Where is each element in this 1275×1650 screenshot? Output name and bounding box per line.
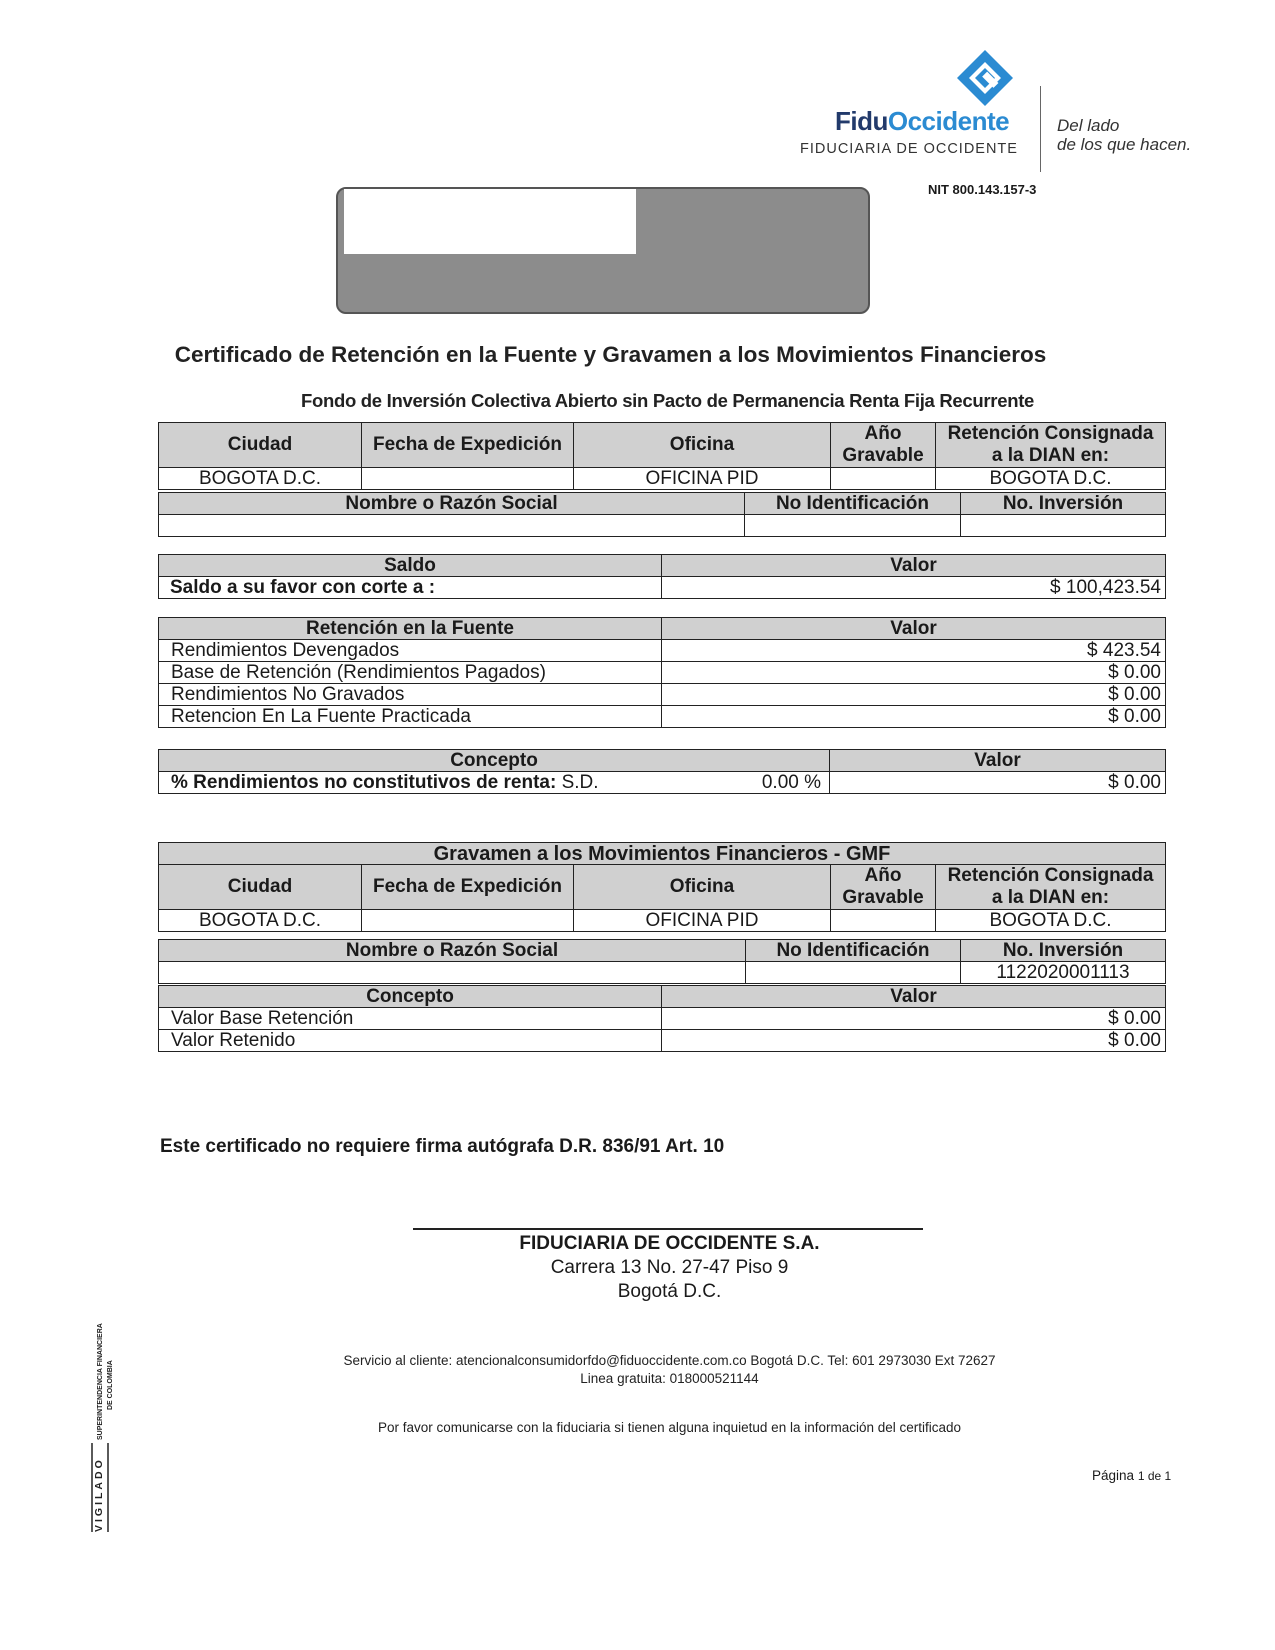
row-label: Valor Base Retención <box>159 1008 662 1030</box>
header-nombre: Nombre o Razón Social <box>159 940 746 962</box>
signature-line <box>413 1228 923 1230</box>
info-table <box>158 422 1166 490</box>
header-valor: Valor <box>662 618 1166 640</box>
row-value: $ 423.54 <box>662 640 1166 662</box>
header-saldo: Saldo <box>159 555 662 577</box>
header-identificacion: No Identificación <box>746 940 961 962</box>
value-retencion-dian: BOGOTA D.C. <box>936 910 1166 932</box>
vigilado-line2: DE COLOMBIA <box>107 1360 114 1410</box>
fiduoccidente-logo-icon <box>955 48 1015 108</box>
value-ano <box>831 910 936 932</box>
saldo-table <box>158 554 1166 599</box>
header-valor: Valor <box>662 555 1166 577</box>
header-ciudad: Ciudad <box>159 865 362 910</box>
value-identificacion <box>746 962 961 984</box>
toll-free-line: Linea gratuita: 018000521144 <box>580 1371 759 1386</box>
header-inversion: No. Inversión <box>961 940 1166 962</box>
brand-name: FiduOccidente <box>835 106 1010 136</box>
value-ciudad: BOGOTA D.C. <box>159 910 362 932</box>
value-oficina: OFICINA PID <box>574 910 831 932</box>
row-value: $ 0.00 <box>662 684 1166 706</box>
customer-service: Servicio al cliente: atencionalconsumidorfdo@fiduoccidente.com.co Bogotá D.C. Tel: 601 2973030 Ext 72627 <box>343 1353 996 1368</box>
value-fecha <box>362 468 574 490</box>
contact-note: Por favor comunicarse con la fiduciaria si tienen alguna inquietud en la información del certificado <box>377 1420 962 1435</box>
page-number: Página 1 de 1 <box>1092 1468 1172 1483</box>
vigilado-word: VIGILADO <box>93 1457 105 1532</box>
row-label: Valor Retenido <box>159 1030 662 1052</box>
header-identificacion: No Identificación <box>745 493 961 515</box>
value-nombre <box>159 962 746 984</box>
retencion-table <box>158 617 1166 728</box>
value-nombre <box>159 515 745 537</box>
header-oficina: Oficina <box>574 423 831 468</box>
row-value: $ 0.00 <box>662 662 1166 684</box>
nit-number: NIT 800.143.157-3 <box>928 182 1037 197</box>
logo-divider <box>1040 86 1041 172</box>
document-title: Certificado de Retención en la Fuente y Gravamen a los Movimientos Financieros <box>174 342 1047 367</box>
row-label: Base de Retención (Rendimientos Pagados) <box>159 662 662 684</box>
header-fecha: Fecha de Expedición <box>362 423 574 468</box>
value-ciudad: BOGOTA D.C. <box>159 468 362 490</box>
header-retencion: Retención en la Fuente <box>159 618 662 640</box>
row-label: Rendimientos No Gravados <box>159 684 662 706</box>
value-inversion <box>961 515 1166 537</box>
saldo-label: Saldo a su favor con corte a : <box>159 577 662 599</box>
signature-note: Este certificado no requiere firma autógrafa D.R. 836/91 Art. 10 <box>160 1136 725 1157</box>
header-ciudad: Ciudad <box>159 423 362 468</box>
vigilado-stamp <box>90 1300 120 1540</box>
concepto-value: $ 0.00 <box>830 772 1166 794</box>
header-valor: Valor <box>662 986 1166 1008</box>
value-inversion: 1122020001113 <box>961 962 1166 984</box>
tagline: Del lado de los que hacen. <box>1057 116 1192 154</box>
info-table-2 <box>158 492 1166 537</box>
gmf-title: Gravamen a los Movimientos Financieros - GMF <box>159 843 1166 865</box>
row-label: Retencion En La Fuente Practicada <box>159 706 662 728</box>
concepto-label: % Rendimientos no constitutivos de renta: <box>171 771 557 793</box>
vigilado-line1: SUPERINTENDENCIA FINANCIERA <box>97 1323 104 1440</box>
company-name: FIDUCIARIA DE OCCIDENTE S.A. <box>519 1233 820 1254</box>
header-fecha: Fecha de Expedición <box>362 865 574 910</box>
value-identificacion <box>745 515 961 537</box>
header-nombre: Nombre o Razón Social <box>159 493 745 515</box>
value-fecha <box>362 910 574 932</box>
header-retencion-dian: Retención Consignada a la DIAN en: <box>936 423 1166 468</box>
company-address: Carrera 13 No. 27-47 Piso 9 <box>550 1257 789 1278</box>
header-inversion: No. Inversión <box>961 493 1166 515</box>
gmf-table <box>158 842 1166 932</box>
header-concepto: Concepto <box>159 986 662 1008</box>
gmf-concepto-table <box>158 985 1166 1052</box>
header-retencion-dian: Retención Consignada a la DIAN en: <box>936 865 1166 910</box>
value-ano <box>831 468 936 490</box>
value-retencion-dian: BOGOTA D.C. <box>936 468 1166 490</box>
row-label: Rendimientos Devengados <box>159 640 662 662</box>
row-value: $ 0.00 <box>662 706 1166 728</box>
header-valor: Valor <box>830 750 1166 772</box>
gmf-table-2 <box>158 939 1166 984</box>
address-redaction <box>344 189 636 254</box>
concepto-table <box>158 749 1166 794</box>
header-oficina: Oficina <box>574 865 831 910</box>
value-oficina: OFICINA PID <box>574 468 831 490</box>
document-subtitle: Fondo de Inversión Colectiva Abierto sin Pacto de Permanencia Renta Fija Recurrente <box>300 390 1035 411</box>
row-value: $ 0.00 <box>662 1030 1166 1052</box>
company-city: Bogotá D.C. <box>617 1281 722 1302</box>
concepto-suffix: S.D. <box>561 771 599 793</box>
brand-subtitle: FIDUCIARIA DE OCCIDENTE <box>800 141 1018 157</box>
concepto-percent: 0.00 % <box>761 771 821 793</box>
concepto-row <box>159 772 830 794</box>
saldo-value: $ 100,423.54 <box>662 577 1166 599</box>
header-concepto: Concepto <box>159 750 830 772</box>
row-value: $ 0.00 <box>662 1008 1166 1030</box>
header-ano: Año Gravable <box>831 865 936 910</box>
header-ano: Año Gravable <box>831 423 936 468</box>
